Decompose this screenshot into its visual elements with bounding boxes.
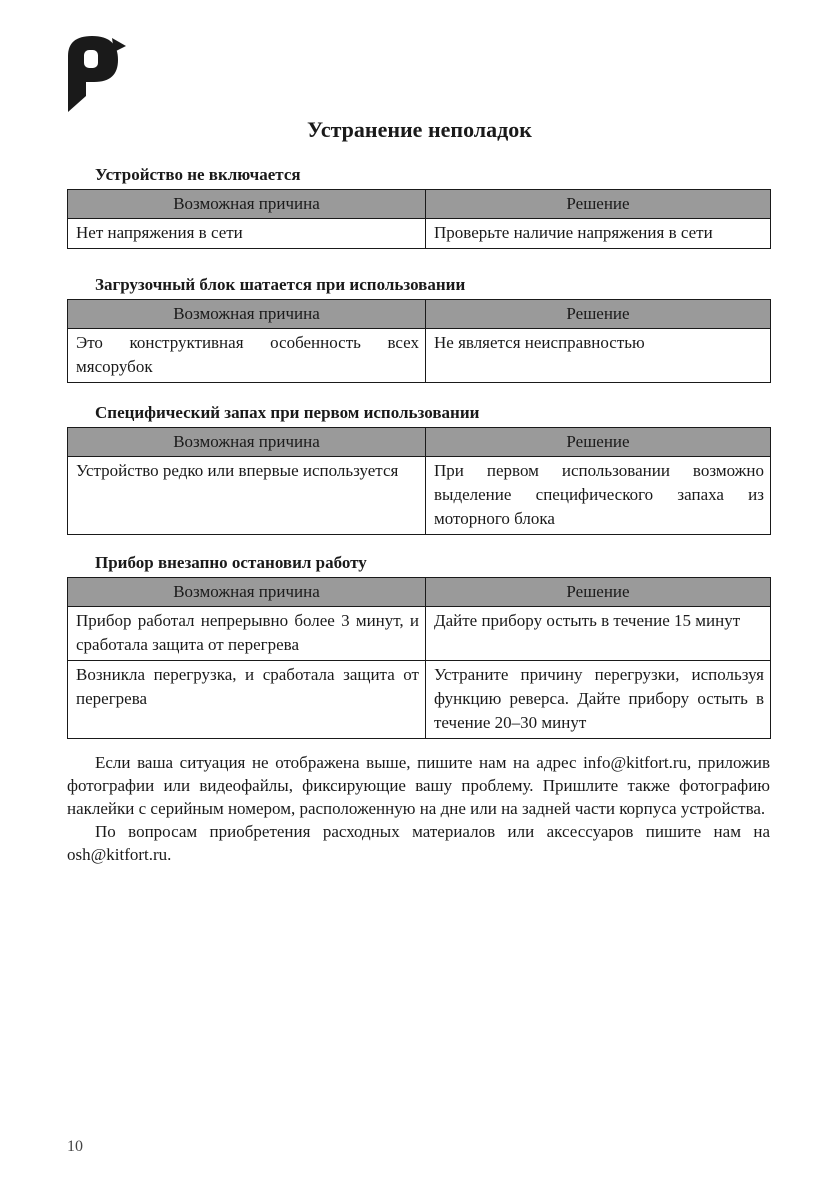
cause-column-header: Возможная причина [68, 578, 426, 607]
solution-cell: Устраните причину перегрузки, используя функцию реверса. Дайте прибору остыть в течение 20–30 минут [426, 661, 771, 739]
cause-cell: Устройство редко или впервые используется [68, 457, 426, 535]
section-heading: Загрузочный блок шатается при использовании [95, 275, 466, 294]
section-heading: Прибор внезапно остановил работу [95, 553, 367, 572]
table-row [68, 219, 771, 249]
troubleshooting-table [67, 189, 771, 249]
solution-column-header: Решение [426, 190, 771, 219]
solution-cell: Проверьте наличие напряжения в сети [426, 219, 771, 249]
table-row [68, 661, 771, 739]
troubleshooting-table [67, 577, 771, 739]
cause-column-header: Возможная причина [68, 300, 426, 329]
cause-cell: Прибор работал непрерывно более 3 минут, и сработала защита от перегрева [68, 607, 426, 661]
troubleshooting-table [67, 427, 771, 535]
solution-column-header: Решение [426, 578, 771, 607]
brand-logo-icon [66, 36, 128, 112]
table-header-row [68, 190, 771, 219]
solution-column-header: Решение [426, 428, 771, 457]
solution-cell: Дайте прибору остыть в течение 15 минут [426, 607, 771, 661]
table-header-row [68, 428, 771, 457]
section-heading: Устройство не включается [95, 165, 301, 184]
table-header-row [68, 578, 771, 607]
cause-column-header: Возможная причина [68, 190, 426, 219]
table-header-row [68, 300, 771, 329]
section-heading: Специфический запах при первом использовании [95, 403, 480, 422]
cause-cell: Это конструктивная особенность всех мясорубок [68, 329, 426, 383]
paragraph: По вопросам приобретения расходных материалов или аксессуаров пишите нам на osh@kitfort.ru. [67, 822, 770, 864]
solution-column-header: Решение [426, 300, 771, 329]
cause-cell: Возникла перегрузка, и сработала защита от перегрева [68, 661, 426, 739]
solution-cell: Не является неисправностью [426, 329, 771, 383]
table-row [68, 329, 771, 383]
cause-column-header: Возможная причина [68, 428, 426, 457]
page-title: Устранение неполадок [307, 117, 532, 142]
page-number: 10 [67, 1138, 83, 1155]
paragraph: Если ваша ситуация не отображена выше, пишите нам на адрес info@kitfort.ru, приложив фотографии или видеофайлы, фиксирующие вашу проблему. Пришлите также фотографию наклейки с серийным номером, расположенную на дне или на задней части корпуса устройства. [67, 753, 770, 818]
table-row [68, 457, 771, 535]
cause-cell: Нет напряжения в сети [68, 219, 426, 249]
contact-info-text [67, 751, 770, 866]
troubleshooting-table [67, 299, 771, 383]
solution-cell: При первом использовании возможно выделение специфического запаха из моторного блока [426, 457, 771, 535]
table-row [68, 607, 771, 661]
